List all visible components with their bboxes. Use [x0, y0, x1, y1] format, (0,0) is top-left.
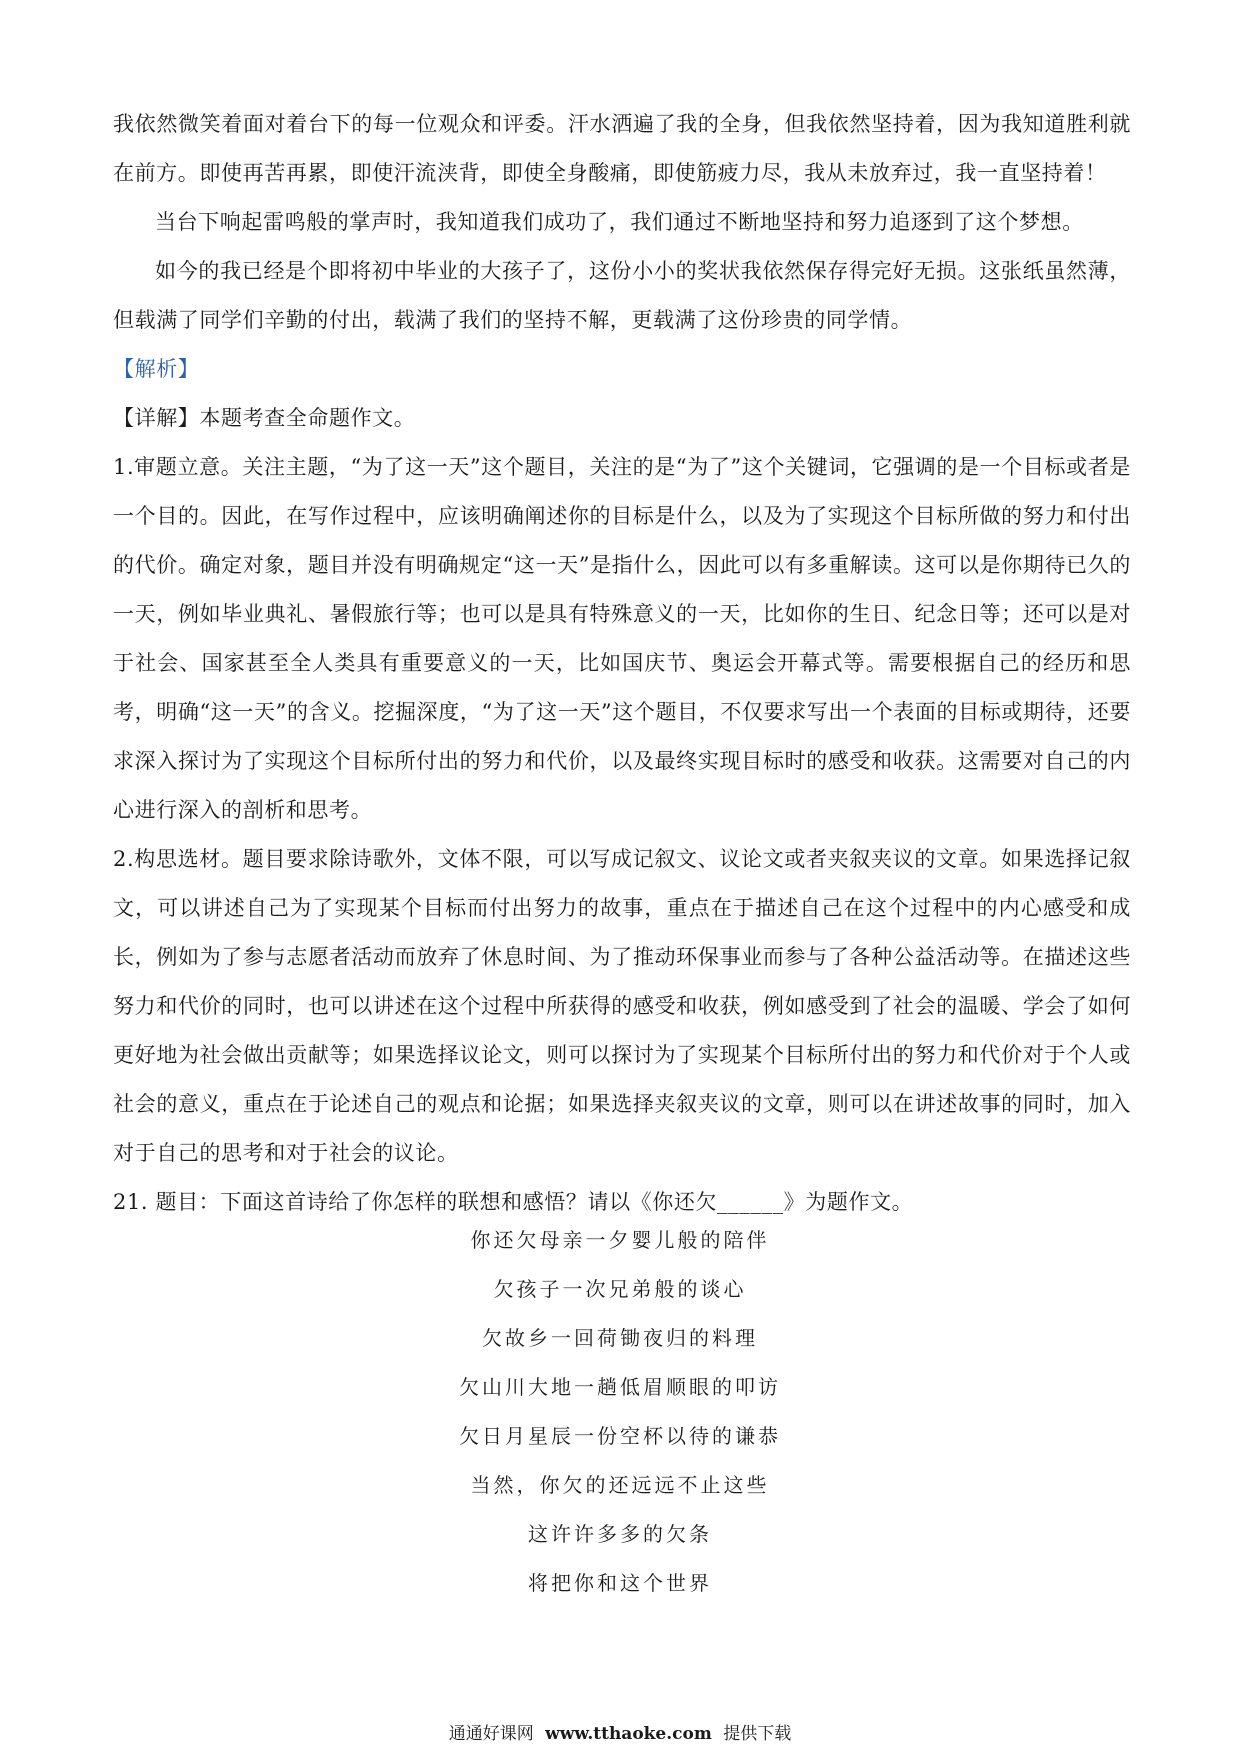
poem-lines: [0, 1216, 1240, 1608]
footer-url-link[interactable]: www.tthaoke.com: [545, 1724, 712, 1744]
footer-site-name: 通通好课网: [448, 1724, 534, 1744]
essay-paragraph-2: 当台下响起雷鸣般的掌声时，我知道我们成功了，我们通过不断地坚持和努力追逐到了这个梦想。: [155, 210, 1084, 234]
poem-line: 将把你和这个世界: [528, 1571, 712, 1595]
poem-line: 欠故乡一回荷锄夜归的料理: [482, 1326, 758, 1350]
footer-suffix: 提供下载: [723, 1724, 792, 1744]
analysis-point-2: 2.构思选材。题目要求除诗歌外，文体不限，可以写成记叙文、议论文或者夹叙夹议的文章。如果选择记叙文，可以讲述自己为了实现某个目标而付出努力的故事，重点在于描述自己在这个过程中的内心感受和成长，例如为了参与志愿者活动而放弃了休息时间、为了推动环保事业而参与了各种公益活动等。在描述这些努力和代价的同时，也可以讲述在这个过程中所获得的感受和收获，例如感受到了社会的温暖、学会了如何更好地为社会做出贡献等；如果选择议论文，则可以探讨为了实现某个目标所付出的努力和代价对于个人或社会的意义，重点在于论述自己的观点和论据；如果选择夹叙夹议的文章，则可以在讲述故事的同时，加入对于自己的思考和对于社会的议论。: [113, 847, 1131, 1165]
analysis-point-1: 1.审题立意。关注主题，“为了这一天”这个题目，关注的是“为了”这个关键词，它强调的是一个目标或者是一个目的。因此，在写作过程中，应该明确阐述你的目标是什么，以及为了实现这个目标所做的努力和付出的代价。确定对象，题目并没有明确规定“这一天”是指什么，因此可以有多重解读。这可以是你期待已久的一天，例如毕业典礼、暑假旅行等；也可以是具有特殊意义的一天，比如你的生日、纪念日等；还可以是对于社会、国家甚至全人类具有重要意义的一天，比如国庆节、奥运会开幕式等。需要根据自己的经历和思考，明确“这一天”的含义。挖掘深度，“为了这一天”这个题目，不仅要求写出一个表面的目标或期待，还要求深入探讨为了实现这个目标所付出的努力和代价，以及最终实现目标时的感受和收获。这需要对自己的内心进行深入的剖析和思考。: [113, 455, 1131, 822]
essay-paragraph-1: 我依然微笑着面对着台下的每一位观众和评委。汗水洒遍了我的全身，但我依然坚持着，因为我知道胜利就在前方。即使再苦再累，即使汗流浃背，即使全身酸痛，即使筋疲力尽，我从未放弃过，我一直坚持着！: [113, 112, 1131, 185]
poem-line: 你还欠母亲一夕婴儿般的陪伴: [470, 1228, 770, 1252]
poem-block: [0, 1216, 1240, 1608]
poem-line: 当然，你欠的还远远不止这些: [470, 1473, 770, 1497]
poem-line: 欠山川大地一趟低眉顺眼的叩访: [459, 1375, 781, 1399]
analysis-detail: 【详解】本题考查全命题作文。: [113, 406, 416, 430]
essay-paragraph-3: 如今的我已经是个即将初中毕业的大孩子了，这份小小的奖状我依然保存得完好无损。这张纸虽然薄，但载满了同学们辛勤的付出，载满了我们的坚持不解，更载满了这份珍贵的同学情。: [113, 259, 1131, 332]
poem-line: 欠日月星辰一份空杯以待的谦恭: [459, 1424, 781, 1448]
analysis-label: 【解析】: [113, 357, 200, 381]
question-21: 21. 题目：下面这首诗给了你怎样的联想和感悟？请以《你还欠______》为题作文。: [113, 1190, 914, 1214]
poem-line: 这许许多多的欠条: [528, 1522, 712, 1546]
page-footer: [0, 1722, 1240, 1746]
main-content: [113, 100, 1131, 1227]
poem-line: 欠孩子一次兄弟般的谈心: [493, 1277, 747, 1301]
